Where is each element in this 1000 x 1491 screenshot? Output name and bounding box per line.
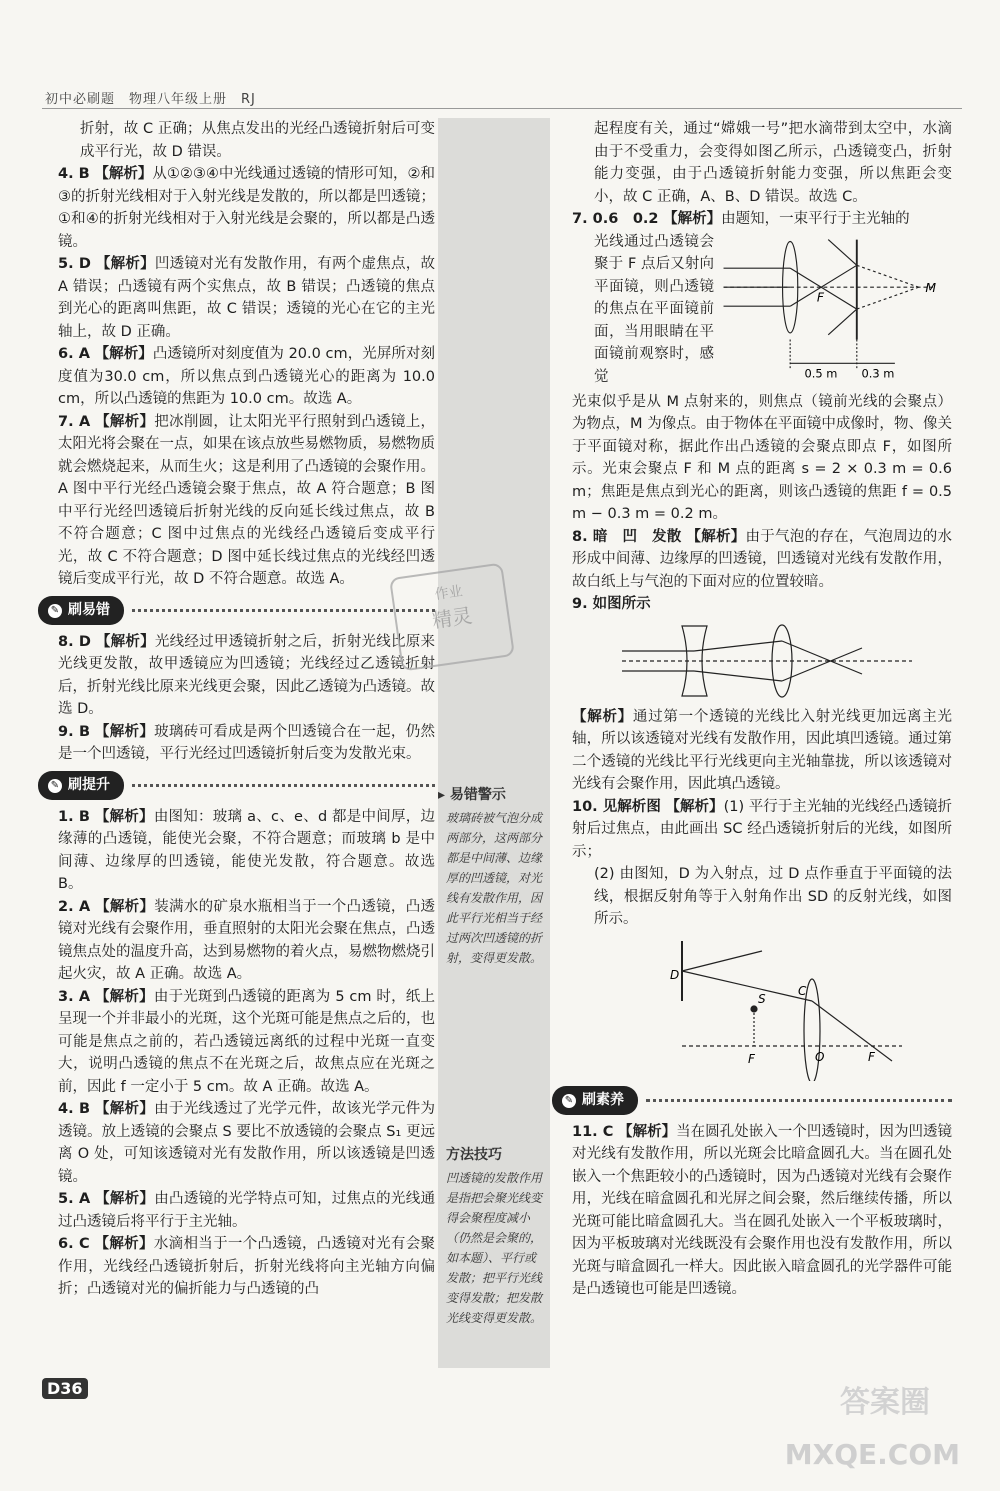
convex-lens [772,625,792,697]
answer-2: 2. A 【解析】装满水的矿泉水瓶相当于一个凸透镜，凸透镜对光线有会聚作用，垂直照射的太阳光会聚在焦点，凸透镜焦点处的温度升高，达到易燃物的着火点，易燃物燃烧引起火灾，故 A 正确。故选 A。 [58,898,436,982]
tip-title-method: 方法技巧 [446,1147,502,1163]
incident-ray [682,971,812,1001]
answer-7-wrap: 光线通过凸透镜会聚于 F 点后又射向平面镜，则凸透镜的焦点在平面镜前面，当用眼睛在平面镜前观察时，感觉 [594,233,714,385]
answer-9: 9. B 【解析】玻璃砖可看成是两个凹透镜合在一起，仍然是一个凹透镜，平行光经过凹透镜折射后变为发散光束。 [58,723,436,762]
running-header: 初中必刷题 物理八年级上册 RJ [45,92,256,107]
reflected-ray-2 [828,239,857,265]
label-S: S [758,991,766,1006]
dim-label-1: 0.5 m [804,366,838,381]
pencil-icon: ✎ [48,604,62,618]
answer-8: 8. D 【解析】光线经过甲透镜折射之后，折射光线比原来光线更发散，故甲透镜应为凹透镜；光线经过乙透镜折射后，折射光线比原来光线更会聚，因此乙透镜为凸透镜。故选 D。 [58,633,436,717]
answer-4b: 4. B 【解析】由于光线透过了光学元件，故该光学元件为透镜。放上透镜的会聚点 S 要比不放透镜的会聚点 S₁ 更远离 O 处，可知该透镜对光有发散作用，所以该透镜是凹透镜。 [58,1101,436,1185]
left-intro: 折射，故 C 正确；从焦点发出的光经凸透镜折射后可变成平行光，故 D 错误。 [80,121,435,160]
answer-7: 7. A 【解析】把冰削圆，让太阳光平行照射到凸透镜上，太阳光将会聚在一点，如果在该点放些易燃物质，易燃物质就会燃烧起来，从而生火；这是利用了凸透镜的会聚作用。A 图中平行光经凸透镜会聚于焦点，故 A 符合题意；B 图中平行光经凹透镜后折射光线的反向延长线过焦点，故 B 不符合题意；C 图中过焦点的光线经凸透镜后变成平行光，故 C 不符合题意；D 图中延长线过焦点的光线经凹透镜后变成平行光，故 D 不符合题意。故选 A。 [58,413,436,587]
answer-7-rest: 光束似乎是从 M 点射来的，则焦点（镜前光线的会聚点）为物点，M 为像点。由于物体在平面镜中成像时，物、像关于平面镜对称，据此作出凸透镜的会聚点即点 F，如图所示。光束会聚点 F 和 M 点的距离 s = 2 × 0.3 m = 0.6 m；焦距是焦点到光心的距离，则该凸透镜的焦距 f = 0.5 m − 0.3 m = 0.2 m。 [572,393,952,522]
answer-6: 6. A 【解析】凸透镜所对刻度值为 20.0 cm，光屏所对刻度值为30.0 cm，所以焦点到凸透镜光心的距离为 10.0 cm，所以凸透镜的焦距为 10.0 cm。故选 A。 [58,346,435,407]
virtual-ray-2 [857,287,919,309]
section-header-easy-mistakes: ✎ 刷易错 [38,597,435,625]
tip-text-mistake-warning: 玻璃砖被气泡分成两部分，这两部分都是中间薄、边缘厚的凹透镜，对光线有发散作用，因此平行光相当于经过两次凹透镜的折射，变得更发散。 [446,811,543,965]
answer-1: 1. B 【解析】由图知：玻璃 a、c、e、d 都是中间厚，边缘薄的凸透镜，能使光会聚，不符合题意；而玻璃 b 是中间薄、边缘厚的凹透镜，能使光发散，符合题意。故选 B。 [58,808,435,892]
section-header-literacy: ✎ 刷素养 [552,1087,952,1115]
figure-lens-mirror [714,231,952,391]
virtual-ray-1 [857,265,919,287]
watermark-url: MXQE.COM [784,1438,960,1471]
tip-title-mistake-warning: ▸ 易错警示 [438,787,506,803]
tip-text-method: 凹透镜的发散作用是指把会聚光线变得会聚程度减小（仍然是会聚的，如本题）、平行或发散；把平行光线变得发散；把发散光线变得更发散。 [446,1171,543,1325]
dim-label-2: 0.3 m [861,366,895,381]
label-F-right: F [868,1049,875,1064]
answer-7-right: 7. 0.6 0.2 【解析】由题知，一束平行于主光轴的 [572,211,910,227]
pencil-icon: ✎ [562,1094,576,1108]
label-C: C [798,983,807,998]
page-number: D36 [42,1378,88,1399]
right-intro: 起程度有关，通过“嫦娥一号”把水滴带到太空中，水滴由于不受重力，会变得如图乙所示，凸透镜变凸，折射能力变强，由于凸透镜折射能力变强，所以焦距会变小，故 C 正确，A、B、D 错误。故选 C。 [594,121,952,205]
stamp-watermark: 作业 精灵 [389,563,515,672]
answer-5: 5. D 【解析】凹透镜对光有发散作用，有两个虚焦点，故 A 错误；凸透镜有两个实焦点，故 B 错误；凸透镜的焦点到光心的距离叫焦距，故 C 错误；透镜的光心在它的主光轴上，故 D 正确。 [58,256,436,340]
answer-9-right-head: 9. 如图所示 [572,596,651,612]
sidebar-tips [438,118,550,1368]
dotted-rule [646,1099,952,1102]
label-F-left: F [748,1051,755,1066]
label-O: O [815,1049,825,1064]
figure-two-lenses [612,616,932,706]
point-S [751,1006,757,1012]
dotted-rule [132,784,435,787]
right-column [564,118,953,1301]
reflected-ray-1 [828,309,857,335]
answer-3: 3. A 【解析】由于光斑到凸透镜的距离为 5 cm 时，纸上呈现一个并非最小的光斑，这个光斑可能是焦点之后的，也可能是焦点之前的，若凸透镜远离纸的过程中光斑一直变大，说明凸透镜的焦点不在光斑之后，故焦点应在光斑之前，因此 f 一定小于 5 cm。故 A 正确。故选 A。 [58,988,436,1095]
left-column [50,118,436,1301]
pencil-icon: ✎ [48,779,62,793]
watermark-logo: 答案圈 [840,1385,930,1420]
figure-mirror-lens [662,931,922,1081]
label-M: M [925,280,937,295]
answer-5b: 5. A 【解析】由凸透镜的光学特点可知，过焦点的光线通过凸透镜后将平行于主光轴。 [58,1191,436,1230]
answer-4: 4. B 【解析】从①②③④中光线通过透镜的情形可知，②和③的折射光线相对于入射光线是发散的，所以都是凹透镜；①和④的折射光线相对于入射光线是会聚的，所以都是凸透镜。 [58,166,436,250]
dotted-rule [132,609,435,612]
header-rule [42,108,962,109]
answer-6b: 6. C 【解析】水滴相当于一个凸透镜，凸透镜对光有会聚作用，光线经凸透镜折射后，折射光线将向主光轴方向偏折；凸透镜对光的偏折能力与凸透镜的凸 [58,1236,436,1297]
answer-10-part2: (2) 由图知，D 为入射点，过 D 点作垂直于平面镜的法线，根据反射角等于入射角作出 SD 的反射光线，如图所示。 [594,866,952,927]
answer-11: 11. C 【解析】当在圆孔处嵌入一个凹透镜时，因为凹透镜对光线有发散作用，所以光斑会比暗盒圆孔大。当在圆孔处嵌入一个焦距较小的凸透镜时，因为凸透镜对光线有会聚作用，光线在暗盒圆孔和光屏之间会聚，然后继续传播，所以光斑可能比暗盒圆孔大。当在圆孔处嵌入一个平板玻璃时，因为平板玻璃对光线既没有会聚作用也没有发散作用，所以光斑与暗盒圆孔一样大。因此嵌入暗盒圆孔的光学器件可能是凸透镜也可能是凹透镜。 [572,1123,953,1297]
answer-10-right: 10. 见解析图 【解析】(1) 平行于主光轴的光线经凸透镜折射后过焦点，由此画出 SC 经凸透镜折射后的光线，如图所示； [572,798,953,860]
convex-lens [804,979,820,1081]
label-F: F [816,289,824,304]
answer-8-right: 8. 暗 凹 发散 【解析】由于气泡的存在，气泡周边的水形成中间薄、边缘厚的凹透镜，凹透镜对光线有发散作用，故白纸上与气泡的下面对应的位置较暗。 [572,528,953,590]
section-header-improve: ✎ 刷提升 [38,772,435,800]
reflected-ray [682,951,762,971]
answer-9-right: 【解析】通过第一个透镜的光线比入射光线更加远离主光轴，所以该透镜对光线有发散作用，因此填凹透镜。通过第二个透镜的光线比平行光线更向主光轴靠拢，所以该透镜对光线有会聚作用，因此填凸透镜。 [572,708,953,792]
label-D: D [670,967,680,982]
